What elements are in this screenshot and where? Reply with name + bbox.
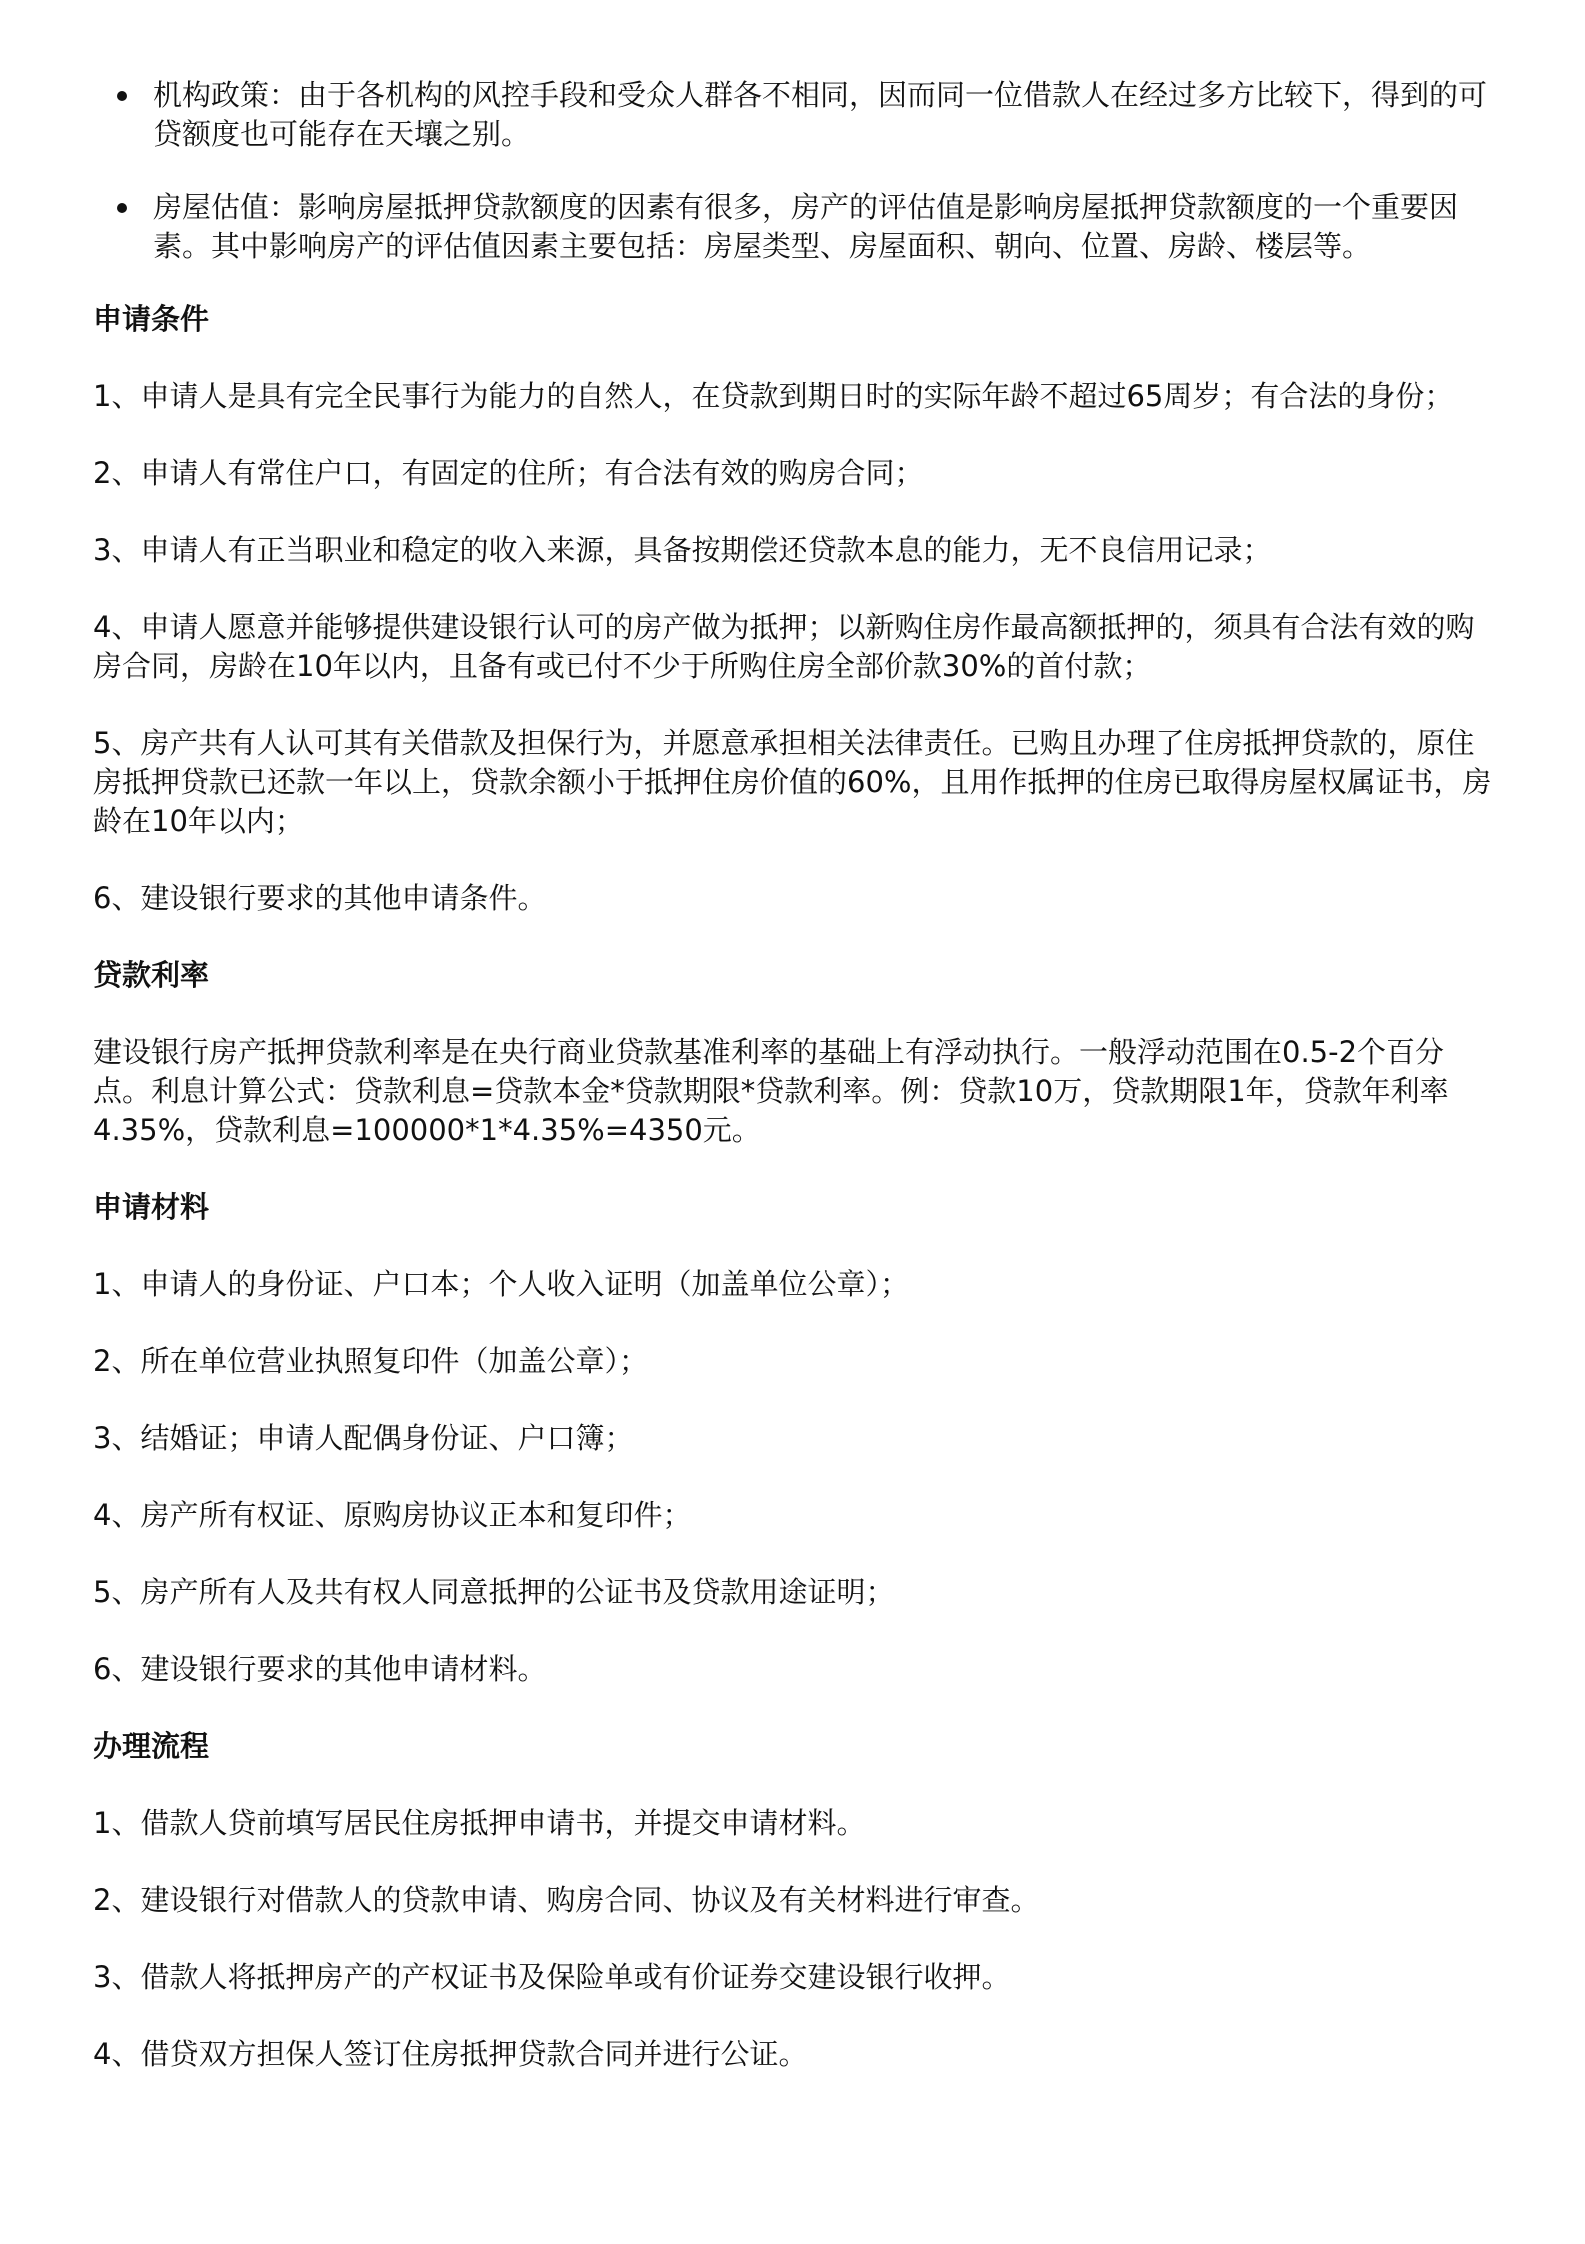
material-item: 5、房产所有人及共有权人同意抵押的公证书及贷款用途证明； <box>93 1575 895 1609</box>
list-item <box>93 76 1495 154</box>
section-title-rate: 贷款利率 <box>93 958 210 992</box>
material-item: 3、结婚证；申请人配偶身份证、户口簿； <box>93 1421 634 1455</box>
condition-item: 1、申请人是具有完全民事行为能力的自然人，在贷款到期日时的实际年龄不超过65周岁；有合法的身份； <box>93 379 1454 413</box>
condition-item: 5、房产共有人认可其有关借款及担保行为，并愿意承担相关法律责任。已购且办理了住房抵押贷款的，原住房抵押贷款已还款一年以上，贷款余额小于抵押住房价值的60%，且用作抵押的住房已取得房屋权属证书，房龄在10年以内； <box>93 726 1492 838</box>
bullet-text: 房屋估值：影响房屋抵押贷款额度的因素有很多，房产的评估值是影响房屋抵押贷款额度的一个重要因素。其中影响房产的评估值因素主要包括：房屋类型、房屋面积、朝向、位置、房龄、楼层等。 <box>153 190 1459 263</box>
rate-paragraph: 建设银行房产抵押贷款利率是在央行商业贷款基准利率的基础上有浮动执行。一般浮动范围在0.5-2个百分点。利息计算公式：贷款利息=贷款本金*贷款期限*贷款利率。例：贷款10万，贷款期限1年，贷款年利率4.35%，贷款利息=100000*1*4.35%=4350元。 <box>93 1035 1449 1147</box>
condition-item: 6、建设银行要求的其他申请条件。 <box>93 881 547 915</box>
section-title-conditions: 申请条件 <box>93 302 210 336</box>
material-item: 2、所在单位营业执照复印件（加盖公章）； <box>93 1344 648 1378</box>
process-step: 1、借款人贷前填写居民住房抵押申请书，并提交申请材料。 <box>93 1806 866 1840</box>
material-item: 6、建设银行要求的其他申请材料。 <box>93 1652 547 1686</box>
material-item: 4、房产所有权证、原购房协议正本和复印件； <box>93 1498 692 1532</box>
process-step: 2、建设银行对借款人的贷款申请、购房合同、协议及有关材料进行审查。 <box>93 1883 1040 1917</box>
bullet-icon <box>117 91 127 101</box>
list-item <box>93 188 1495 266</box>
bullet-text: 机构政策：由于各机构的风控手段和受众人群各不相同，因而同一位借款人在经过多方比较下，得到的可贷额度也可能存在天壤之别。 <box>153 78 1488 151</box>
process-step: 3、借款人将抵押房产的产权证书及保险单或有价证券交建设银行收押。 <box>93 1960 1011 1994</box>
condition-item: 2、申请人有常住户口，有固定的住所；有合法有效的购房合同； <box>93 456 924 490</box>
section-title-materials: 申请材料 <box>93 1190 210 1224</box>
section-title-process: 办理流程 <box>93 1729 210 1763</box>
factor-list <box>93 76 1495 266</box>
bullet-icon <box>117 203 127 213</box>
material-item: 1、申请人的身份证、户口本；个人收入证明（加盖单位公章）； <box>93 1267 909 1301</box>
condition-item: 3、申请人有正当职业和稳定的收入来源，具备按期偿还贷款本息的能力，无不良信用记录； <box>93 533 1272 567</box>
condition-item: 4、申请人愿意并能够提供建设银行认可的房产做为抵押；以新购住房作最高额抵押的，须具有合法有效的购房合同，房龄在10年以内，且备有或已付不少于所购住房全部价款30%的首付款； <box>93 610 1475 683</box>
process-step: 4、借贷双方担保人签订住房抵押贷款合同并进行公证。 <box>93 2037 808 2071</box>
